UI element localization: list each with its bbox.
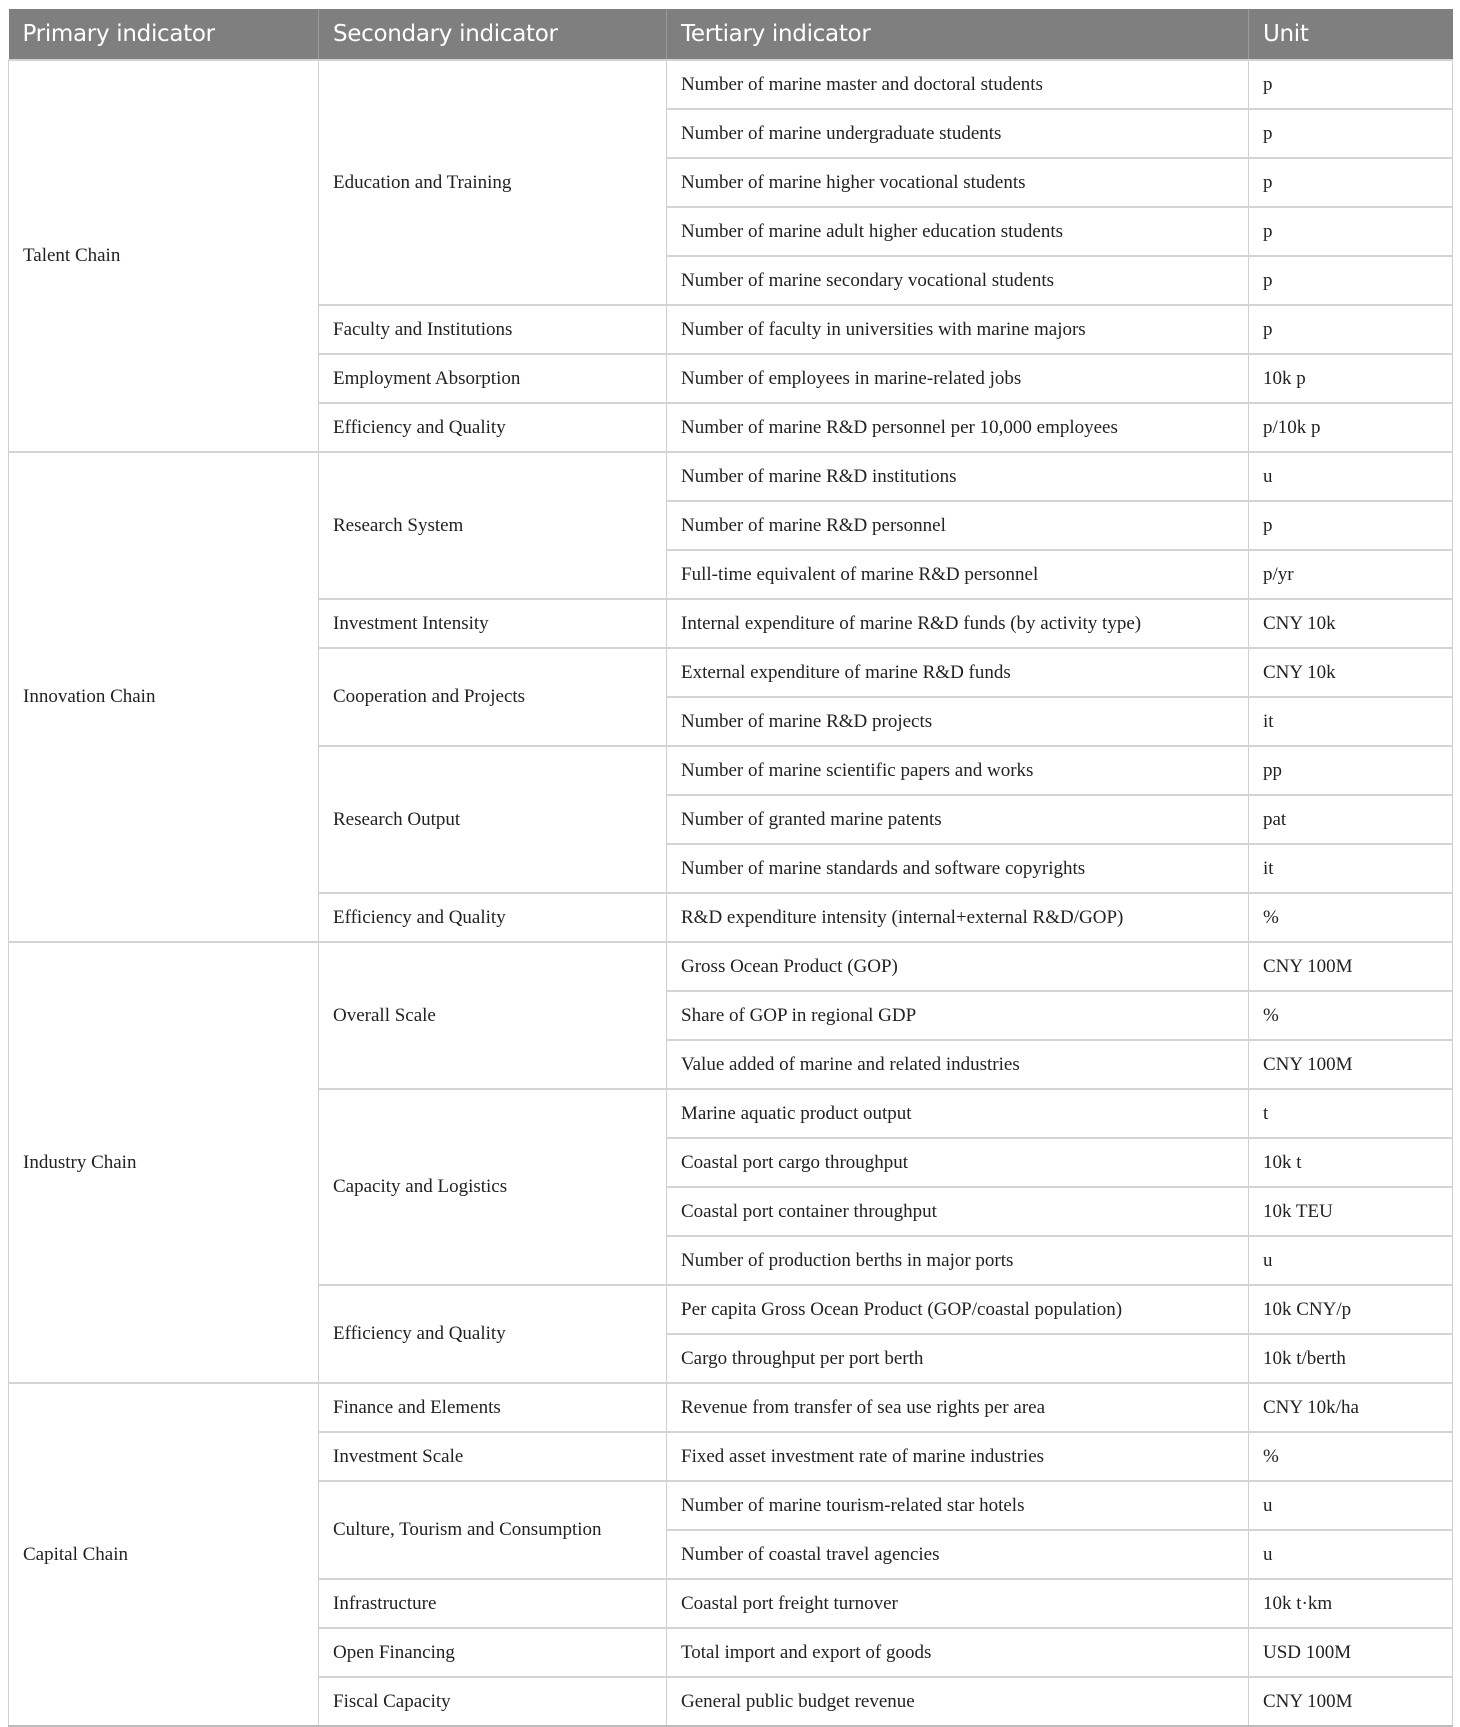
unit-cell: t (1249, 1089, 1453, 1138)
unit-cell: p (1249, 305, 1453, 354)
tertiary-indicator-cell: Coastal port cargo throughput (667, 1138, 1249, 1187)
secondary-indicator-cell: Education and Training (319, 60, 667, 305)
unit-cell: p/10k p (1249, 403, 1453, 452)
header-unit: Unit (1249, 9, 1453, 60)
unit-cell: % (1249, 893, 1453, 942)
secondary-indicator-cell: Investment Intensity (319, 599, 667, 648)
secondary-indicator-cell: Efficiency and Quality (319, 893, 667, 942)
tertiary-indicator-cell: Cargo throughput per port berth (667, 1334, 1249, 1383)
header-secondary: Secondary indicator (319, 9, 667, 60)
unit-cell: u (1249, 1481, 1453, 1530)
secondary-indicator-cell: Finance and Elements (319, 1383, 667, 1432)
unit-cell: 10k p (1249, 354, 1453, 403)
unit-cell: p (1249, 109, 1453, 158)
unit-cell: 10k t/berth (1249, 1334, 1453, 1383)
unit-cell: pp (1249, 746, 1453, 795)
tertiary-indicator-cell: Total import and export of goods (667, 1628, 1249, 1677)
unit-cell: p (1249, 256, 1453, 305)
unit-cell: 10k t (1249, 1138, 1453, 1187)
unit-cell: CNY 100M (1249, 942, 1453, 991)
secondary-indicator-cell: Overall Scale (319, 942, 667, 1089)
unit-cell: CNY 10k (1249, 599, 1453, 648)
tertiary-indicator-cell: Number of marine scientific papers and works (667, 746, 1249, 795)
tertiary-indicator-cell: Internal expenditure of marine R&D funds (by activity type) (667, 599, 1249, 648)
unit-cell: it (1249, 844, 1453, 893)
header-primary: Primary indicator (9, 9, 319, 60)
tertiary-indicator-cell: Number of marine higher vocational students (667, 158, 1249, 207)
secondary-indicator-cell: Investment Scale (319, 1432, 667, 1481)
tertiary-indicator-cell: Full-time equivalent of marine R&D personnel (667, 550, 1249, 599)
header-row (9, 9, 1453, 60)
secondary-indicator-cell: Research Output (319, 746, 667, 893)
table-header (9, 9, 1453, 60)
table-row (9, 942, 1453, 991)
primary-indicator-cell: Innovation Chain (9, 452, 319, 942)
unit-cell: 10k CNY/p (1249, 1285, 1453, 1334)
unit-cell: CNY 10k (1249, 648, 1453, 697)
secondary-indicator-cell: Infrastructure (319, 1579, 667, 1628)
tertiary-indicator-cell: Number of faculty in universities with marine majors (667, 305, 1249, 354)
unit-cell: p/yr (1249, 550, 1453, 599)
unit-cell: p (1249, 60, 1453, 109)
unit-cell: p (1249, 158, 1453, 207)
unit-cell: p (1249, 207, 1453, 256)
tertiary-indicator-cell: Number of marine R&D projects (667, 697, 1249, 746)
tertiary-indicator-cell: Number of marine R&D institutions (667, 452, 1249, 501)
primary-indicator-cell: Talent Chain (9, 60, 319, 452)
unit-cell: it (1249, 697, 1453, 746)
tertiary-indicator-cell: Per capita Gross Ocean Product (GOP/coastal population) (667, 1285, 1249, 1334)
tertiary-indicator-cell: External expenditure of marine R&D funds (667, 648, 1249, 697)
table-row (9, 452, 1453, 501)
secondary-indicator-cell: Capacity and Logistics (319, 1089, 667, 1285)
unit-cell: CNY 100M (1249, 1677, 1453, 1726)
unit-cell: 10k t·km (1249, 1579, 1453, 1628)
tertiary-indicator-cell: Number of marine master and doctoral students (667, 60, 1249, 109)
tertiary-indicator-cell: Number of marine secondary vocational students (667, 256, 1249, 305)
secondary-indicator-cell: Culture, Tourism and Consumption (319, 1481, 667, 1579)
secondary-indicator-cell: Efficiency and Quality (319, 1285, 667, 1383)
tertiary-indicator-cell: Number of production berths in major ports (667, 1236, 1249, 1285)
tertiary-indicator-cell: Number of marine R&D personnel (667, 501, 1249, 550)
tertiary-indicator-cell: Coastal port container throughput (667, 1187, 1249, 1236)
tertiary-indicator-cell: R&D expenditure intensity (internal+external R&D/GOP) (667, 893, 1249, 942)
table-row (9, 60, 1453, 109)
secondary-indicator-cell: Employment Absorption (319, 354, 667, 403)
tertiary-indicator-cell: Marine aquatic product output (667, 1089, 1249, 1138)
unit-cell: % (1249, 991, 1453, 1040)
primary-indicator-cell: Capital Chain (9, 1383, 319, 1726)
tertiary-indicator-cell: Share of GOP in regional GDP (667, 991, 1249, 1040)
table-body (9, 60, 1453, 1726)
header-tertiary: Tertiary indicator (667, 9, 1249, 60)
unit-cell: u (1249, 1530, 1453, 1579)
secondary-indicator-cell: Cooperation and Projects (319, 648, 667, 746)
unit-cell: USD 100M (1249, 1628, 1453, 1677)
tertiary-indicator-cell: Number of marine undergraduate students (667, 109, 1249, 158)
unit-cell: CNY 100M (1249, 1040, 1453, 1089)
secondary-indicator-cell: Open Financing (319, 1628, 667, 1677)
tertiary-indicator-cell: Number of marine standards and software copyrights (667, 844, 1249, 893)
tertiary-indicator-cell: Gross Ocean Product (GOP) (667, 942, 1249, 991)
tertiary-indicator-cell: General public budget revenue (667, 1677, 1249, 1726)
table-row (9, 1383, 1453, 1432)
tertiary-indicator-cell: Value added of marine and related industries (667, 1040, 1249, 1089)
unit-cell: u (1249, 1236, 1453, 1285)
tertiary-indicator-cell: Revenue from transfer of sea use rights per area (667, 1383, 1249, 1432)
tertiary-indicator-cell: Fixed asset investment rate of marine industries (667, 1432, 1249, 1481)
unit-cell: p (1249, 501, 1453, 550)
tertiary-indicator-cell: Number of coastal travel agencies (667, 1530, 1249, 1579)
secondary-indicator-cell: Fiscal Capacity (319, 1677, 667, 1726)
tertiary-indicator-cell: Number of marine adult higher education students (667, 207, 1249, 256)
primary-indicator-cell: Industry Chain (9, 942, 319, 1383)
tertiary-indicator-cell: Number of marine R&D personnel per 10,000 employees (667, 403, 1249, 452)
tertiary-indicator-cell: Number of employees in marine-related jobs (667, 354, 1249, 403)
tertiary-indicator-cell: Coastal port freight turnover (667, 1579, 1249, 1628)
secondary-indicator-cell: Research System (319, 452, 667, 599)
unit-cell: CNY 10k/ha (1249, 1383, 1453, 1432)
secondary-indicator-cell: Efficiency and Quality (319, 403, 667, 452)
unit-cell: u (1249, 452, 1453, 501)
secondary-indicator-cell: Faculty and Institutions (319, 305, 667, 354)
tertiary-indicator-cell: Number of granted marine patents (667, 795, 1249, 844)
indicator-table (8, 9, 1453, 1727)
unit-cell: pat (1249, 795, 1453, 844)
unit-cell: 10k TEU (1249, 1187, 1453, 1236)
tertiary-indicator-cell: Number of marine tourism-related star hotels (667, 1481, 1249, 1530)
unit-cell: % (1249, 1432, 1453, 1481)
